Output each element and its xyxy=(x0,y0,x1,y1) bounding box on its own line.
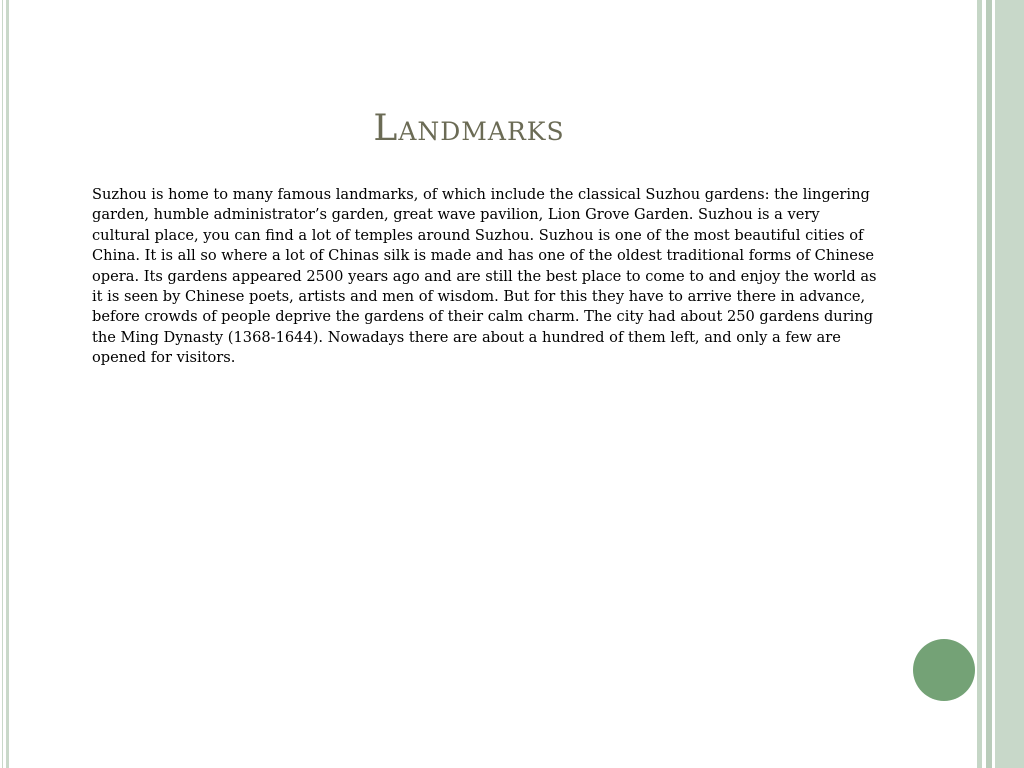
right-stripe-band xyxy=(977,0,1024,768)
green-circle-decoration xyxy=(913,639,975,701)
slide-body-text: Suzhou is home to many famous landmarks, of which include the classical Suzhou gardens: the lingering garden, humble administrator’s garden, great wave pavilion, Lion Grove Garden. Suzhou is a very cultural place, you can find a lot of temples around Suzhou. Suzhou is one of the most beautiful cities of China. It is all so where a lot of Chinas silk is made and has one of the oldest traditional forms of Chinese opera. Its gardens appeared 2500 years ago and are still the best place to come to and enjoy the world as it is seen by Chinese poets, artists and men of wisdom. But for this they have to arrive there in advance, before crowds of people deprive the gardens of their calm charm. The city had about 250 gardens during the Ming Dynasty (1368-1644). Nowadays there are about a hundred of them left, and only a few are opened for visitors. xyxy=(92,186,877,367)
slide-title: Landmarks xyxy=(373,108,565,149)
stripe xyxy=(995,0,1024,768)
